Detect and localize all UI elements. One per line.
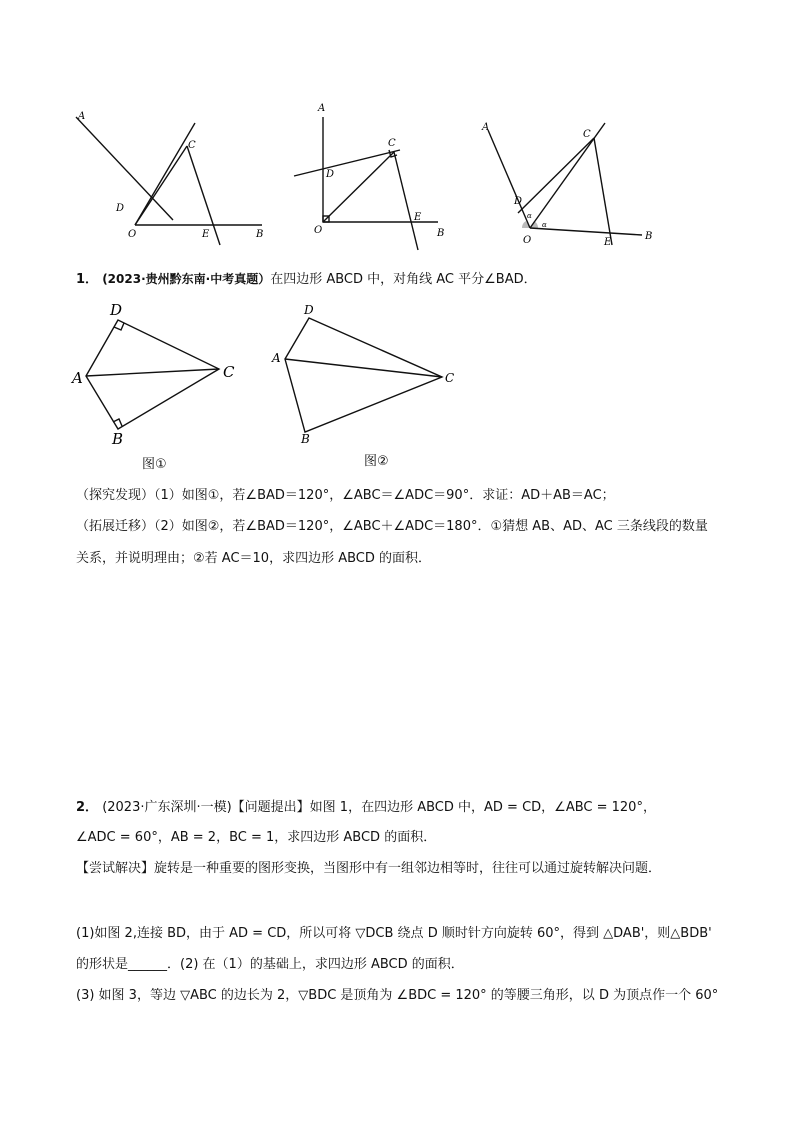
label-c: C <box>188 140 196 151</box>
label-b: B <box>645 231 653 242</box>
label-b: B <box>437 228 445 239</box>
problem-stem: 在四边形 ABCD 中，对角线 AC 平分∠BAD． <box>270 272 537 287</box>
top-figure-a <box>70 105 270 250</box>
top-figure-b <box>290 100 455 255</box>
label-o: O <box>314 225 323 236</box>
label-c: C <box>388 138 396 149</box>
problem1-question1: （探究发现）（1）如图①，若∠BAD＝120°，∠ABC＝∠ADC＝90°．求证：AD＋AB＝AC； <box>76 488 615 503</box>
label-d: D <box>514 196 523 207</box>
label-e: E <box>202 229 210 240</box>
problem2-line5: 的形状是______．(2) 在（1）的基础上，求四边形 ABCD 的面积． <box>76 957 464 972</box>
label-a: A <box>482 122 490 133</box>
problem1-question2-line1: （拓展迁移）（2）如图②，若∠BAD＝120°，∠ABC＋∠ADC＝180°．①猜想 AB、AD、AC 三条线段的数量 <box>76 519 708 534</box>
label-d: D <box>326 169 335 180</box>
problem2-text-1: (2023·广东深圳·一模)【问题提出】如图 1，在四边形 ABCD 中，AD = CD，∠ABC = 120°， <box>102 800 656 815</box>
label-a: A <box>272 351 281 365</box>
problem2-line6: (3) 如图 3，等边 ▽ABC 的边长为 2，▽BDC 是顶角为 ∠BDC = 120° 的等腰三角形，以 D 为顶点作一个 60° <box>76 988 719 1003</box>
problem2-line4: (1)如图 2,连接 BD，由于 AD = CD，所以可将 ▽DCB 绕点 D 顺时针方向旋转 60°，得到 △DAB'，则△BDB' <box>76 926 712 941</box>
problem-number: 2． <box>76 800 99 815</box>
problem-number: 1． <box>76 272 99 287</box>
label-b: B <box>112 430 124 448</box>
label-d: D <box>116 203 125 214</box>
label-c: C <box>445 371 455 385</box>
label-o: O <box>523 235 532 246</box>
label-c: C <box>223 363 235 381</box>
label-c: C <box>583 129 591 140</box>
problem2-line2: ∠ADC = 60°，AB = 2，BC = 1，求四边形 ABCD 的面积． <box>76 830 437 845</box>
problem-source: (2023·贵州黔东南·中考真题） <box>102 272 271 286</box>
problem2-line1 <box>76 799 656 817</box>
problem1-figure-2 <box>266 300 466 445</box>
label-d: D <box>110 301 123 319</box>
label-a: A <box>72 369 83 387</box>
label-o: O <box>128 229 137 240</box>
label-a: A <box>78 111 86 122</box>
label-e: E <box>414 212 422 223</box>
label-e: E <box>604 237 612 248</box>
label-alpha-2: α <box>542 221 547 229</box>
label-a: A <box>318 103 326 114</box>
problem1-question2-line2: 关系，并说明理由；②若 AC＝10，求四边形 ABCD 的面积． <box>76 551 432 566</box>
label-d: D <box>304 303 314 317</box>
figure-1-caption: 图① <box>142 457 167 472</box>
problem1-header <box>76 270 537 289</box>
label-alpha-1: α <box>527 212 532 220</box>
label-b: B <box>301 432 310 445</box>
label-b: B <box>256 229 264 240</box>
top-figure-c <box>478 115 658 250</box>
problem1-figure-1 <box>66 298 246 448</box>
figure-2-caption: 图② <box>364 454 389 469</box>
problem2-line3: 【尝试解决】旋转是一种重要的图形变换，当图形中有一组邻边相等时，往往可以通过旋转解决问题． <box>76 861 662 876</box>
